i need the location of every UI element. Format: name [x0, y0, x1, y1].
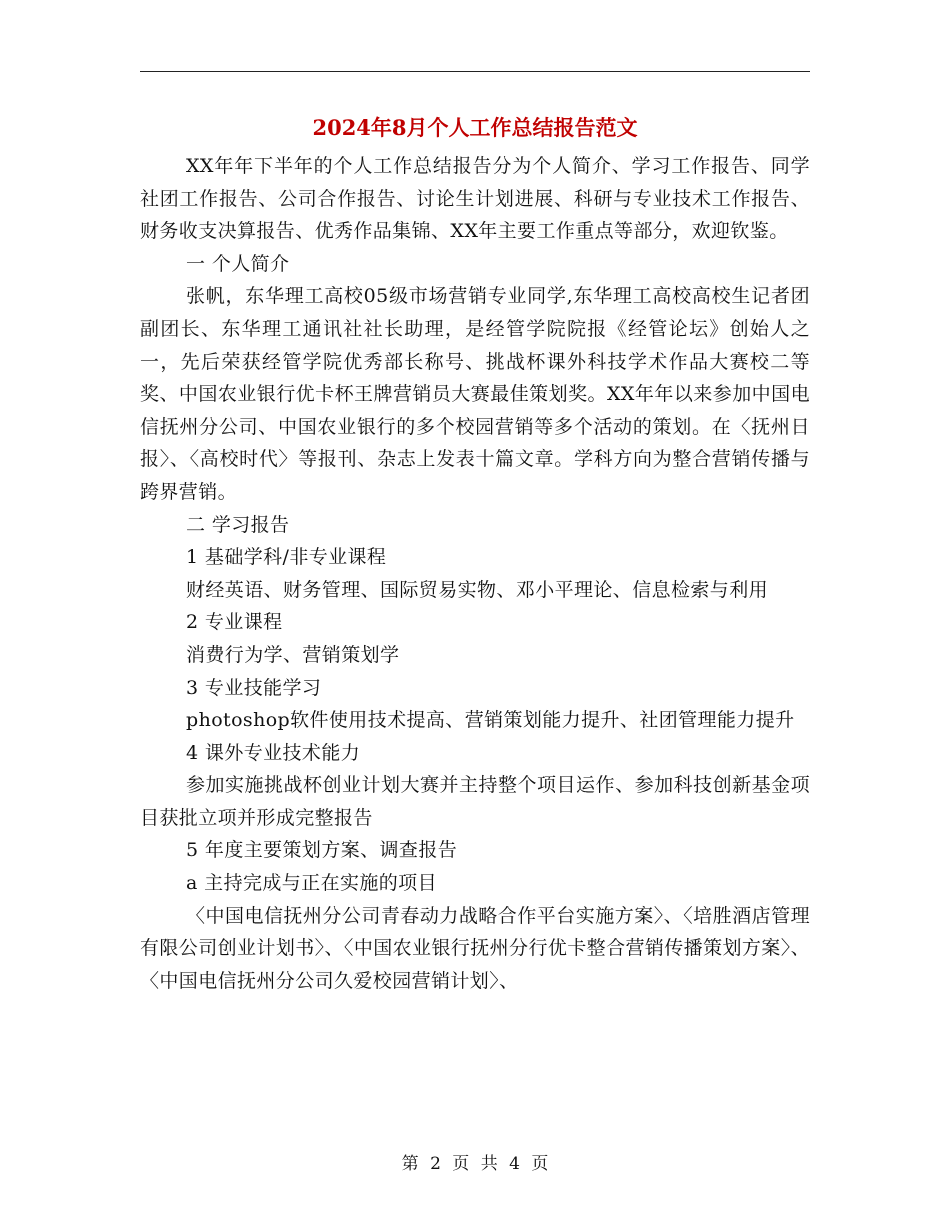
subheading-skills: 3 专业技能学习 — [186, 676, 322, 699]
page-number-footer: 第 2 页 共 4 页 — [401, 1154, 549, 1174]
subheading-major-courses: 2 专业课程 — [186, 611, 283, 634]
subheading-projects: a 主持完成与正在实施的项目 — [186, 872, 437, 895]
subheading-extracurricular: 4 课外专业技术能力 — [186, 741, 361, 764]
paragraph-intro: XX年年下半年的个人工作总结报告分为个人简介、学习工作报告、同学社团工作报告、公司合作报告、讨论生计划进展、科研与专业技术工作报告、财务收支决算报告、优秀作品集锦、XX年主要工作重点等部分，欢迎钦鉴。 — [140, 155, 810, 243]
paragraph-skills: photoshop软件使用技术提高、营销策划能力提升、社团管理能力提升 — [186, 709, 795, 732]
paragraph-major-courses: 消费行为学、营销策划学 — [186, 643, 400, 666]
paragraph-projects: 〈中国电信抚州分公司青春动力战略合作平台实施方案〉、〈培胜酒店管理有限公司创业计划书〉、〈中国农业银行抚州分行优卡整合营销传播策划方案〉、〈中国电信抚州分公司久爱校园营销计划〉、 — [140, 904, 810, 992]
paragraph-basic-courses: 财经英语、财务管理、国际贸易实物、邓小平理论、信息检索与利用 — [186, 578, 769, 601]
paragraph-extracurricular: 参加实施挑战杯创业计划大赛并主持整个项目运作、参加科技创新基金项目获批立项并形成完整报告 — [140, 774, 810, 829]
header-rule — [140, 71, 810, 72]
section-heading-profile: 一 个人简介 — [186, 252, 290, 275]
paragraph-profile: 张帆，东华理工高校05级市场营销专业同学,东华理工高校高校生记者团副团长、东华理工通讯社社长助理，是经管学院院报《经管论坛》创始人之一，先后荣获经管学院优秀部长称号、挑战杯课外科技学术作品大赛校二等奖、中国农业银行优卡杯王牌营销员大赛最佳策划奖。XX年年以来参加中国电信抚州分公司、中国农业银行的多个校园营销等多个活动的策划。在〈抚州日报〉、〈高校时代〉等报刊、杂志上发表十篇文章。学科方向为整合营销传播与跨界营销。 — [140, 285, 810, 503]
subheading-basic-courses: 1 基础学科/非专业课程 — [186, 546, 387, 569]
document-title: 2024年8月个人工作总结报告范文 — [312, 115, 638, 140]
section-heading-study: 二 学习报告 — [186, 513, 290, 536]
document-body — [140, 150, 810, 997]
subheading-annual-plans: 5 年度主要策划方案、调查报告 — [186, 839, 458, 862]
